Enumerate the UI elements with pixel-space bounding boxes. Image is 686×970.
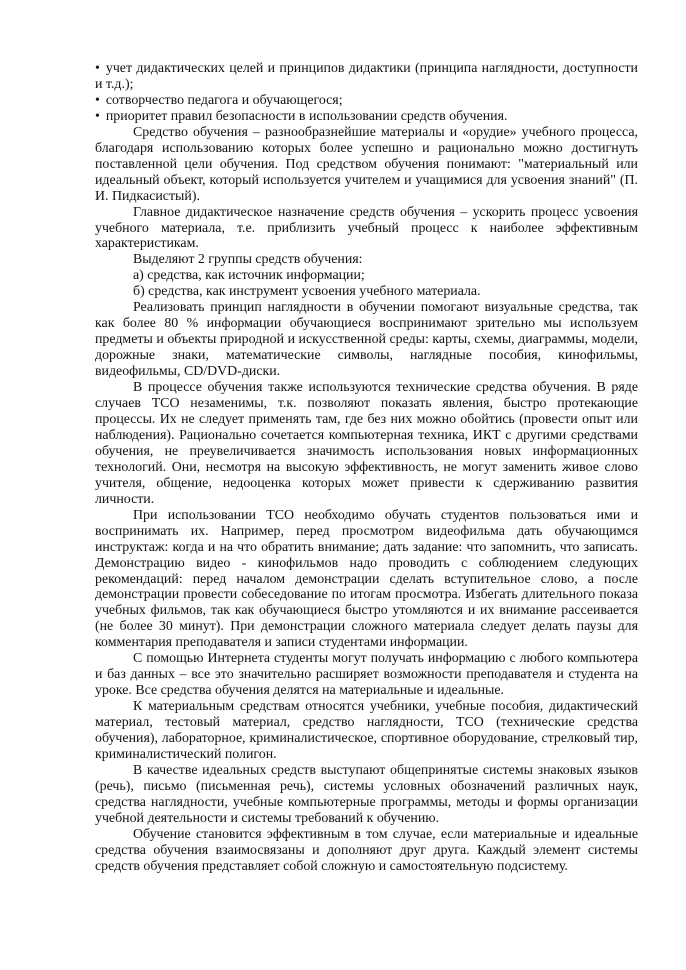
paragraph: В качестве идеальных средств выступают общепринятые системы знаковых языков (речь), письмо (письменная речь), системы условных обозначений различных наук, средства наглядности, учебные компьютерные программы, методы и формы организации учебной деятельности и системы требований к обучению. [95,762,638,826]
paragraph-text: сотворчество педагога и обучающегося; [105,92,343,108]
paragraph: Реализовать принцип наглядности в обучении помогают визуальные средства, так как более 80 % информации обучающиеся воспринимают зрительно мы используем предметы и объекты природной и искусственной среды: карты, схемы, диаграммы, модели, дорожные знаки, математические символы, наглядные пособия, кинофильмы, видеофильмы, CD/DVD-диски. [95,300,638,380]
bullet-icon: • [95,61,100,76]
paragraph: С помощью Интернета студенты могут получать информацию с любого компьютера и баз данных – все это значительно расширяет возможности преподавателя и студента на уроке. Все средства обучения делятся на материальные и идеальные. [95,651,638,699]
bullet-item [95,109,638,125]
paragraph: Средство обучения – разнообразнейшие материалы и «орудие» учебного процесса, благодаря использованию которых более успешно и рационально можно достигнуть поставленной цели обучения. Под средством обучения понимают: "материальный или идеальный объект, который используется учителем и учащимися для усвоения знаний" (П. И. Пидкасистый). [95,124,638,204]
text-block [95,61,638,875]
bullet-item [95,61,638,93]
bullet-item [95,93,638,109]
paragraph-text: приоритет правил безопасности в использовании средств обучения. [105,108,508,124]
list-item-a: а) средства, как источник информации; [133,268,365,284]
paragraph: Выделяют 2 группы средств обучения: [133,252,363,268]
bullet-icon: • [95,92,100,108]
bullet-icon: • [95,108,100,124]
list-item-b: б) средства, как инструмент усвоения учебного материала. [133,284,481,300]
paragraph: Главное дидактическое назначение средств обучения – ускорить процесс усвоения учебного материала, т.е. приблизить учебный процесс к наиболее эффективным характеристикам. [95,204,638,252]
paragraph: При использовании ТСО необходимо обучать студентов пользоваться ими и воспринимать их. Например, перед просмотром видеофильма дать обучающимся инструктаж: когда и на что обратить внимание; дать задание: что запомнить, что записать. Демонстрацию видео - кинофильмов надо проводить с соблюдением следующих рекомендаций: перед началом демонстрации сделать вступительное слово, а после демонстрации провести собеседование по итогам просмотра. Избегать длительного показа учебных фильмов, так как обучающиеся быстро утомляются и их внимание рассеивается (не более 30 минут). При демонстрации сложного материала следует делать паузы для комментария преподавателя и записи студентами информации. [95,507,638,651]
paragraph: В процессе обучения также используются технические средства обучения. В ряде случаев ТСО незаменимы, т.к. позволяют показать явления, быстро протекающие процессы. Их не следует применять там, где без них можно обойтись (провести опыт или наблюдения). Рационально сочетается компьютерная техника, ИКТ с другими средствами обучения, не преувеличивается значимость использования новых информационных технологий. Они, несмотря на высокую эффективность, не могут заменить живое слово учителя, общение, недооценка которых может привести к сдерживанию развития личности. [95,380,638,507]
paragraph: Обучение становится эффективным в том случае, если материальные и идеальные средства обучения взаимосвязаны и дополняют друг друга. Каждый элемент системы средств обучения представляет собой сложную и самостоятельную подсистему. [95,826,638,874]
paragraph-text: учет дидактических целей и принципов дидактики (принципа наглядности, доступности и т.д.); [95,61,638,92]
paragraph: К материальным средствам относятся учебники, учебные пособия, дидактический материал, тестовый материал, средство наглядности, ТСО (технические средства обучения), лабораторное, криминалистическое, спортивное оборудование, стрелковый тир, криминалистический полигон. [95,699,638,762]
